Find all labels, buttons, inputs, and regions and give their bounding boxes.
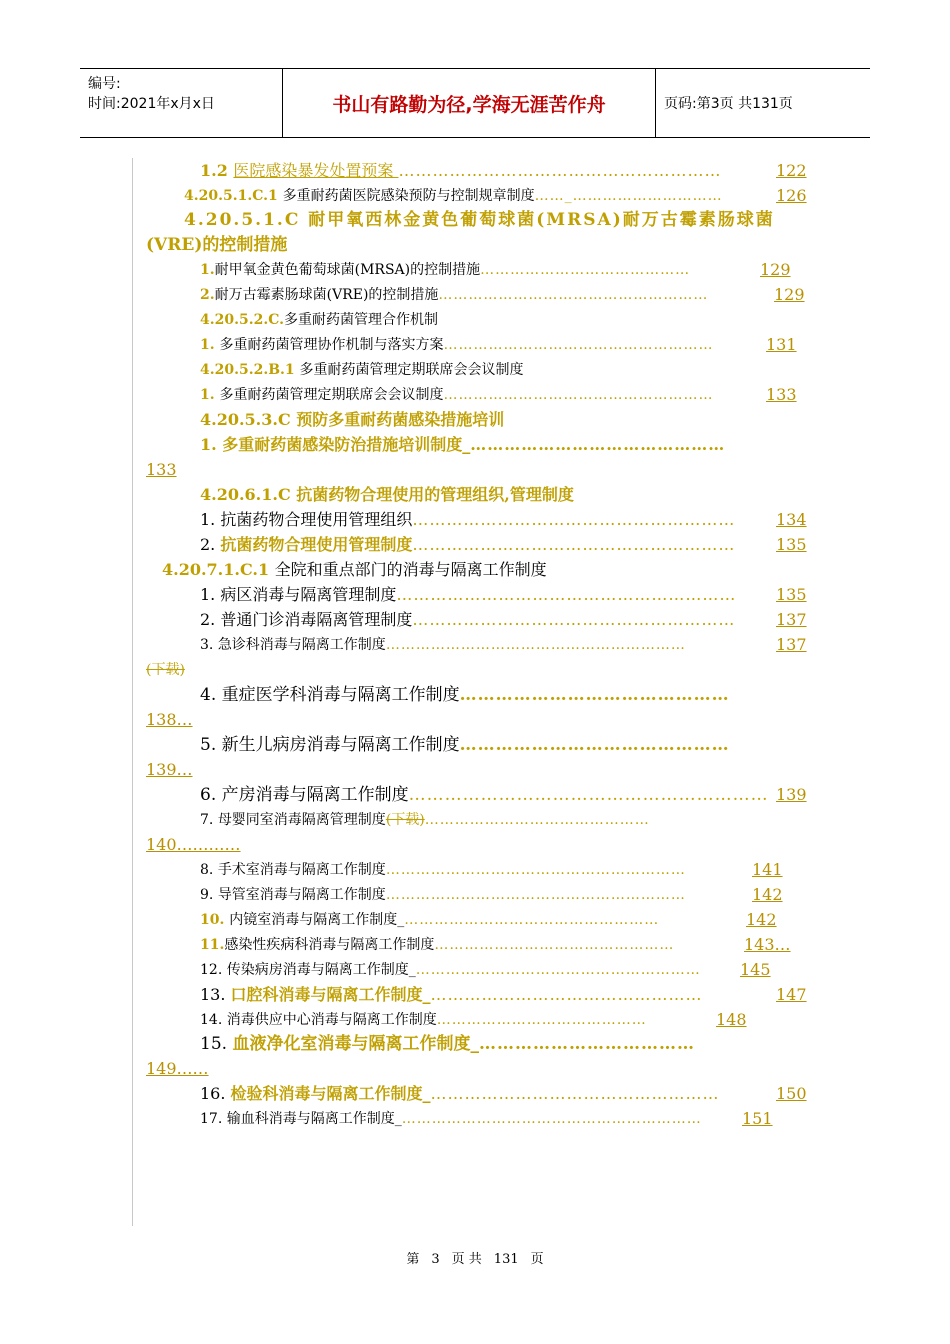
toc-page-number[interactable]: 129 xyxy=(774,285,805,304)
toc-page-number[interactable]: 145 xyxy=(740,960,771,979)
toc-section-heading: 4.20.7.1.C.1 全院和重点部门的消毒与隔离工作制度 xyxy=(162,560,547,579)
toc-page-number[interactable]: 134 xyxy=(776,510,807,529)
toc-entry[interactable]: 3. 急诊科消毒与隔离工作制度…………………………………………………… xyxy=(200,637,686,653)
page-footer: 第 3 页 共 131 页 xyxy=(406,1252,544,1267)
toc-entry[interactable]: 14. 消毒供应中心消毒与隔离工作制度…………………………………… xyxy=(200,1012,647,1028)
footer-page: 3 xyxy=(431,1252,440,1267)
toc-page-number[interactable]: 147 xyxy=(776,985,807,1004)
toc-page-number[interactable]: 142 xyxy=(746,910,777,929)
toc-entry[interactable]: 5. 新生儿病房消毒与隔离工作制度……………………………………… xyxy=(200,735,730,755)
toc-page-number[interactable]: 143… xyxy=(744,935,791,954)
toc-entry[interactable]: 4.20.5.1.C.1 多重耐药菌医院感染预防与控制规章制度……_………………………… xyxy=(184,188,723,204)
toc-entry[interactable]: 15. 血液净化室消毒与隔离工作制度_……………………………… xyxy=(200,1034,695,1054)
toc-section-heading: (VRE)的控制措施 xyxy=(146,235,288,255)
toc-page-number[interactable]: 137 xyxy=(776,610,807,629)
download-link[interactable]: (下载) xyxy=(385,812,425,828)
toc-entry[interactable]: 1. 多重耐药菌感染防治措施培训制度_……………………………………… xyxy=(200,435,726,454)
toc-page-number[interactable]: 142 xyxy=(752,885,783,904)
toc-entry[interactable]: 2. 普通门诊消毒隔离管理制度………………………………………………… xyxy=(200,610,736,629)
toc-section-heading: 4.20.5.2.C.多重耐药菌管理合作机制 xyxy=(200,312,438,328)
toc-page-number[interactable]: 148 xyxy=(716,1010,747,1029)
toc-page-number[interactable]: 126 xyxy=(776,186,807,205)
toc-entry[interactable]: 8. 手术室消毒与隔离工作制度…………………………………………………… xyxy=(200,862,686,878)
toc-entry[interactable]: 1. 多重耐药菌管理协作机制与落实方案……………………………………………… xyxy=(200,337,714,353)
toc-page-number[interactable]: 139 xyxy=(776,785,807,804)
toc-entry[interactable]: 4. 重症医学科消毒与隔离工作制度……………………………………… xyxy=(200,685,730,705)
toc-entry[interactable]: 1. 病区消毒与隔离管理制度…………………………………………………… xyxy=(200,585,737,604)
toc-entry[interactable]: 17. 输血科消毒与隔离工作制度_…………………………………………………… xyxy=(200,1111,702,1127)
toc-page-number[interactable]: 137 xyxy=(776,635,807,654)
header-motto: 书山有路勤为径,学海无涯苦作舟 xyxy=(282,69,656,137)
toc-page-number[interactable]: 141 xyxy=(752,860,783,879)
toc-page-number[interactable]: 135 xyxy=(776,585,807,604)
toc-section-heading: 4.20.6.1.C 抗菌药物合理使用的管理组织,管理制度 xyxy=(200,485,574,504)
toc-entry[interactable]: 1. 多重耐药菌管理定期联席会会议制度……………………………………………… xyxy=(200,387,714,403)
toc-entry[interactable]: 7. 母婴同室消毒隔离管理制度(下载)……………………………………… xyxy=(200,812,650,828)
doc-number-label: 编号: xyxy=(88,76,121,92)
toc-entry[interactable]: 13. 口腔科消毒与隔离工作制度_………………………………………… xyxy=(200,985,703,1004)
toc-page-number[interactable]: 129 xyxy=(760,260,791,279)
toc-entry[interactable]: 1.2 医院感染暴发处置预案 ………………………………………………… xyxy=(200,161,722,180)
toc-page-number[interactable]: 140………… xyxy=(146,835,241,854)
toc-page-number[interactable]: 138… xyxy=(146,710,193,729)
toc-entry[interactable]: 16. 检验科消毒与隔离工作制度_…………………………………………… xyxy=(200,1084,720,1103)
toc-entry[interactable]: 12. 传染病房消毒与隔离工作制度_………………………………………………… xyxy=(200,962,701,978)
footer-total: 131 xyxy=(493,1252,519,1267)
toc-page-number[interactable]: 122 xyxy=(776,161,807,180)
toc-entry[interactable]: 1.耐甲氧金黄色葡萄球菌(MRSA)的控制措施…………………………………… xyxy=(200,262,691,278)
toc-page-number[interactable]: 150 xyxy=(776,1084,807,1103)
toc-page-number[interactable]: 131 xyxy=(766,335,797,354)
toc-page-number[interactable]: 149…… xyxy=(146,1059,209,1078)
toc-entry[interactable]: 11.感染性疾病科消毒与隔离工作制度………………………………………… xyxy=(200,937,675,953)
toc-section-heading: 4.20.5.2.B.1 多重耐药菌管理定期联席会会议制度 xyxy=(200,362,524,378)
toc-entry[interactable]: 2.耐万古霉素肠球菌(VRE)的控制措施……………………………………………… xyxy=(200,287,709,303)
toc-page-number[interactable]: 133 xyxy=(146,460,177,479)
toc-section-heading: 4.20.5.3.C 预防多重耐药菌感染措施培训 xyxy=(200,410,505,429)
download-link[interactable]: (下载) xyxy=(146,662,185,678)
header-page-info: 页码:第3页 共131页 xyxy=(664,96,793,112)
toc-entry[interactable]: 6. 产房消毒与隔离工作制度…………………………………………………… xyxy=(200,785,769,805)
toc-section-heading: 4.20.5.1.C 耐甲氧西林金黄色葡萄球菌(MRSA)耐万古霉素肠球菌 xyxy=(184,210,775,230)
toc-page-number[interactable]: 139… xyxy=(146,760,193,779)
toc-page-number[interactable]: 151 xyxy=(742,1109,773,1128)
toc-entry[interactable]: 9. 导管室消毒与隔离工作制度…………………………………………………… xyxy=(200,887,686,903)
toc-entry[interactable]: 10. 内镜室消毒与隔离工作制度_…………………………………………… xyxy=(200,912,660,928)
toc-page-number[interactable]: 135 xyxy=(776,535,807,554)
toc-page-number[interactable]: 133 xyxy=(766,385,797,404)
toc-entry[interactable]: 2. 抗菌药物合理使用管理制度………………………………………………… xyxy=(200,535,736,554)
doc-time-label: 时间:2021年x月x日 xyxy=(88,96,215,112)
toc-entry[interactable]: 1. 抗菌药物合理使用管理组织………………………………………………… xyxy=(200,510,736,529)
